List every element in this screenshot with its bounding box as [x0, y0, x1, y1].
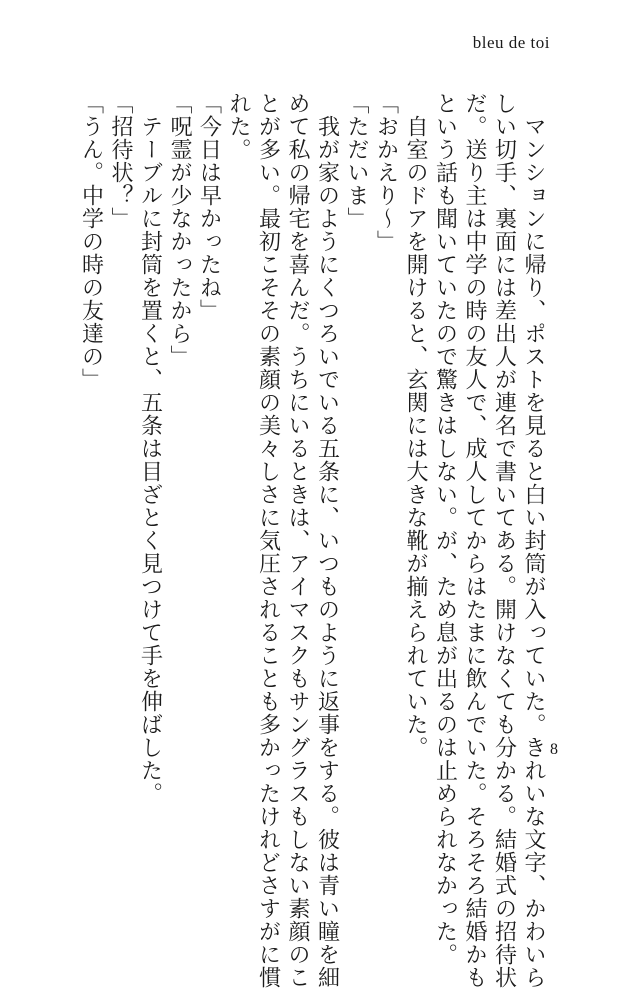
- text-line: マンションに帰り、ポストを見ると白い封筒が入っていた。きれいな文字、かわいら: [521, 92, 546, 989]
- running-title: bleu de toi: [472, 33, 550, 52]
- text-line: テーブルに封筒を置くと、五条は目ざとく見つけて手を伸ばした。: [137, 92, 163, 805]
- text-line: だ。送り主は中学の時の友人で、成人してからはたまに飲んでいた。そろそろ結婚かも: [462, 92, 487, 989]
- text-line: 自室のドアを開けると、玄関には大きな靴が揃えられていた。: [403, 92, 428, 759]
- text-line: 「おかえり～」: [373, 92, 399, 253]
- text-line: 「招待状？」: [108, 92, 133, 230]
- text-line: 「今日は早かったね」: [196, 92, 222, 322]
- text-line: 我が家のようにくつろいでいる五条に、いつものように返事をする。彼は青い瞳を細: [314, 92, 340, 989]
- text-line: 「うん。中学の時の友達の」: [78, 92, 104, 391]
- vertical-text-body: [78, 92, 548, 989]
- text-line: しい切手、裏面には差出人が連名で書いてある。開けなくても分かる。結婚式の招待状: [491, 92, 517, 989]
- text-line: 「ただいま」: [344, 92, 369, 230]
- text-line: という話も聞いていたので驚きはしない。が、ため息が出るのは止められなかった。: [432, 92, 458, 966]
- text-line: とが多い。最初こそその素顔の美々しさに気圧されることも多かったけれどさすがに慣: [255, 92, 281, 989]
- page-number: 8: [550, 741, 558, 758]
- text-line: 「呪霊が少なかったから」: [167, 92, 192, 368]
- text-line: れた。: [226, 92, 251, 161]
- text-line: めて私の帰宅を喜んだ。うちにいるときは、アイマスクもサングラスもしない素顔のこ: [285, 92, 310, 989]
